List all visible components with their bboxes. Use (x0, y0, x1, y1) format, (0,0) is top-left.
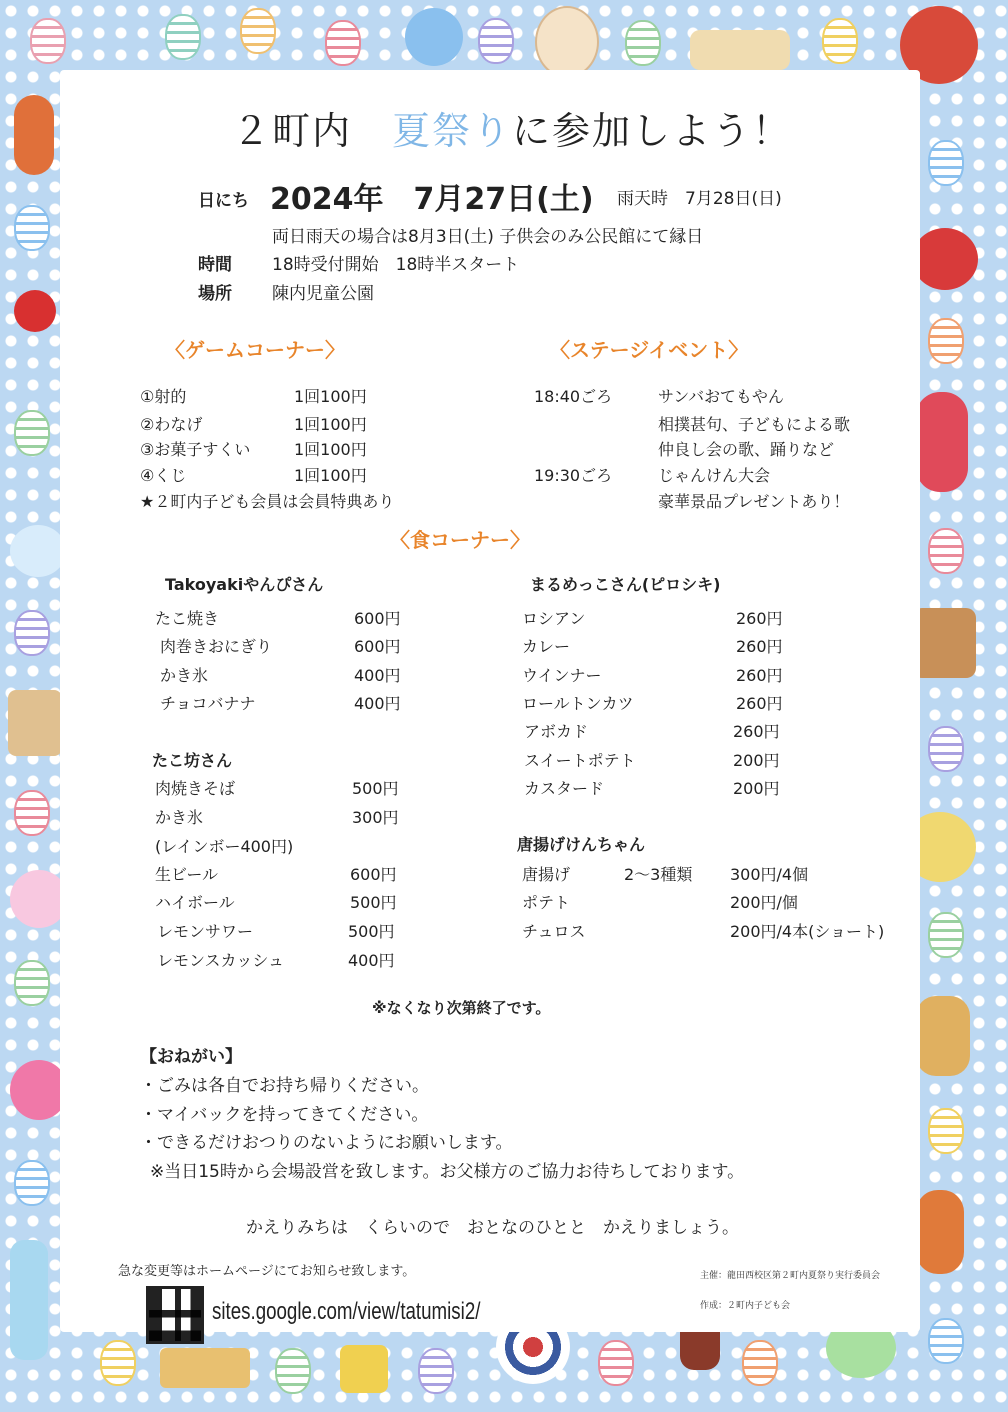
menu-price: 600円 (354, 637, 401, 656)
author: 作成：２町内子ども会 (700, 1301, 791, 1311)
lantern-icon (928, 318, 964, 364)
stage-time: 19:30ごろ (534, 466, 613, 485)
menu-item: アボカド (524, 722, 589, 741)
vendor-name: Takoyakiやんぴさん (165, 575, 324, 594)
setup-note: ※当日15時から会場設営を致します。お父様方のご協力お待ちしております。 (150, 1162, 745, 1182)
menu-item: チュロス (522, 922, 586, 941)
homepage-link[interactable]: sites.google.com/view/tatumisi2/ (212, 1298, 481, 1325)
menu-price: 260円 (733, 722, 780, 741)
menu-price: 200円 (733, 779, 780, 798)
menu-price: 300円/4個 (730, 865, 809, 884)
rain-date: 雨天時 7月28日(日) (617, 189, 782, 209)
organizer: 主催：龍田西校区第２町内夏祭り実行委員会 (700, 1271, 881, 1281)
stage-item: サンバおてもやん (658, 387, 784, 406)
sold-out-note: ※なくなり次第終了です。 (372, 999, 551, 1017)
menu-price: 400円 (354, 666, 401, 685)
squid-icon (916, 392, 968, 492)
menu-item: 唐揚げ (522, 865, 571, 884)
menu-item: カスタード (524, 779, 605, 798)
menu-item: ポテト (522, 893, 571, 912)
menu-item: スイートポテト (524, 751, 636, 770)
page-title: ２町内 夏祭りに参加しよう！ (232, 109, 793, 153)
menu-item: 肉巻きおにぎり (160, 637, 273, 656)
request-item: ・マイバックを持ってきてください。 (140, 1105, 429, 1125)
time-label: 時間 (198, 255, 232, 275)
menu-item: かき氷 (160, 666, 209, 685)
menu-item: ウインナー (522, 666, 602, 685)
menu-item: ロシアン (522, 609, 586, 628)
lantern-icon (325, 20, 361, 66)
menu-price: 600円 (350, 865, 397, 884)
lantern-icon (742, 1340, 778, 1386)
food-corner-heading: 〈食コーナー〉 (390, 528, 530, 552)
lantern-icon (14, 205, 50, 251)
member-note: ★２町内子ども会員は会員特典あり (140, 492, 395, 511)
vendor-name: たこ坊さん (152, 751, 233, 770)
menu-item: チョコバナナ (160, 694, 256, 713)
goldfish-icon (10, 525, 66, 577)
daruma-icon (912, 228, 978, 290)
menu-item: カレー (522, 637, 571, 656)
game-item-name: ④くじ (140, 466, 187, 485)
lantern-icon (100, 1340, 136, 1386)
lantern-icon (165, 14, 201, 60)
ramune-icon (10, 1240, 48, 1360)
menu-price: 400円 (354, 694, 401, 713)
lantern-icon (14, 610, 50, 656)
lantern-icon (928, 140, 964, 186)
lantern-icon (822, 18, 858, 64)
lantern-icon (14, 1160, 50, 1206)
menu-price: 200円/4本(ショート) (730, 922, 885, 941)
yakisoba-icon (160, 1348, 250, 1388)
qr-code-icon[interactable] (146, 1286, 204, 1344)
menu-item: (レインボー400円) (155, 837, 294, 856)
menu-item: ロールトンカツ (522, 694, 634, 713)
lantern-icon (625, 20, 661, 66)
requests-heading: 【おねがい】 (140, 1047, 242, 1067)
lantern-icon (928, 528, 964, 574)
corndog-icon (916, 1190, 964, 1274)
go-home-note: かえりみちは くらいので おとなのひとと かえりましょう。 (246, 1218, 739, 1238)
lantern-icon (478, 18, 514, 64)
skewer-icon (912, 608, 976, 678)
corndog-icon (14, 95, 54, 175)
menu-price: 500円 (348, 922, 395, 941)
date-label: 日にち (198, 191, 249, 211)
takoyaki-boat-icon (690, 30, 790, 70)
menu-price: 260円 (736, 637, 783, 656)
water-balloon-icon (405, 8, 463, 66)
lantern-icon (30, 18, 66, 64)
game-corner-heading: 〈ゲームコーナー〉 (165, 338, 345, 362)
menu-price: 400円 (348, 951, 395, 970)
place-label: 場所 (198, 284, 232, 304)
lantern-icon (14, 960, 50, 1006)
event-date: 2024年 7月27日(土) (270, 182, 594, 217)
menu-price: 300円 (352, 808, 399, 827)
game-item-name: ②わなげ (140, 415, 203, 434)
stage-item: 仲良し会の歌、踊りなど (658, 440, 835, 459)
lantern-icon (928, 1108, 964, 1154)
vendor-name: 唐揚げけんちゃん (517, 835, 646, 854)
vendor-name: まるめっこさん(ピロシキ) (530, 575, 721, 594)
game-item-price: 1回100円 (294, 387, 367, 406)
time-value: 18時受付開始 18時半スタート (272, 255, 520, 275)
menu-item-extra: 2～3種類 (624, 865, 693, 884)
menu-item: たこ焼き (155, 609, 220, 628)
game-item-name: ①射的 (140, 387, 187, 406)
menu-item: 生ビール (155, 865, 219, 884)
lantern-icon (928, 1318, 964, 1364)
lantern-icon (928, 912, 964, 958)
game-item-price: 1回100円 (294, 440, 367, 459)
stage-item: じゃんけん大会 (658, 466, 771, 485)
menu-price: 500円 (350, 893, 397, 912)
place-value: 陳内児童公園 (272, 284, 374, 304)
stage-time: 18:40ごろ (534, 387, 613, 406)
menu-price: 260円 (736, 666, 783, 685)
lantern-icon (14, 410, 50, 456)
game-item-price: 1回100円 (294, 415, 367, 434)
changes-note: 急な変更等はホームページにてお知らせ致します。 (118, 1264, 416, 1279)
request-item: ・できるだけおつりのないようにお願いします。 (140, 1133, 513, 1153)
menu-price: 600円 (354, 609, 401, 628)
game-item-price: 1回100円 (294, 466, 367, 485)
lantern-icon (275, 1348, 311, 1394)
menu-price: 260円 (736, 694, 783, 713)
lantern-icon (14, 790, 50, 836)
menu-item: レモンスカッシュ (157, 951, 285, 970)
menu-price: 500円 (352, 779, 399, 798)
candy-apple-icon (14, 290, 56, 332)
lantern-icon (928, 726, 964, 772)
rain-note: 両日雨天の場合は8月3日(土) 子供会のみ公民館にて縁日 (272, 227, 704, 247)
takoyaki-icon (8, 690, 62, 756)
menu-item: ハイボール (155, 893, 235, 912)
menu-price: 200円/個 (730, 893, 798, 912)
stage-item: 豪華景品プレゼントあり！ (658, 492, 850, 511)
beer-icon (340, 1345, 388, 1393)
menu-item: レモンサワー (157, 922, 254, 941)
stage-event-heading: 〈ステージイベント〉 (550, 338, 749, 362)
menu-item: 肉焼きそば (155, 779, 236, 798)
menu-price: 260円 (736, 609, 783, 628)
dango-icon (916, 996, 970, 1076)
lantern-icon (418, 1348, 454, 1394)
menu-price: 200円 (733, 751, 780, 770)
lantern-icon (598, 1340, 634, 1386)
request-item: ・ごみは各自でお持ち帰りください。 (140, 1076, 429, 1096)
stage-item: 相撲甚句、子どもによる歌 (658, 415, 851, 434)
game-item-name: ③お菓子すくい (140, 440, 251, 459)
mask-icon (535, 6, 599, 78)
menu-item: かき氷 (155, 808, 204, 827)
corn-icon (240, 8, 276, 54)
